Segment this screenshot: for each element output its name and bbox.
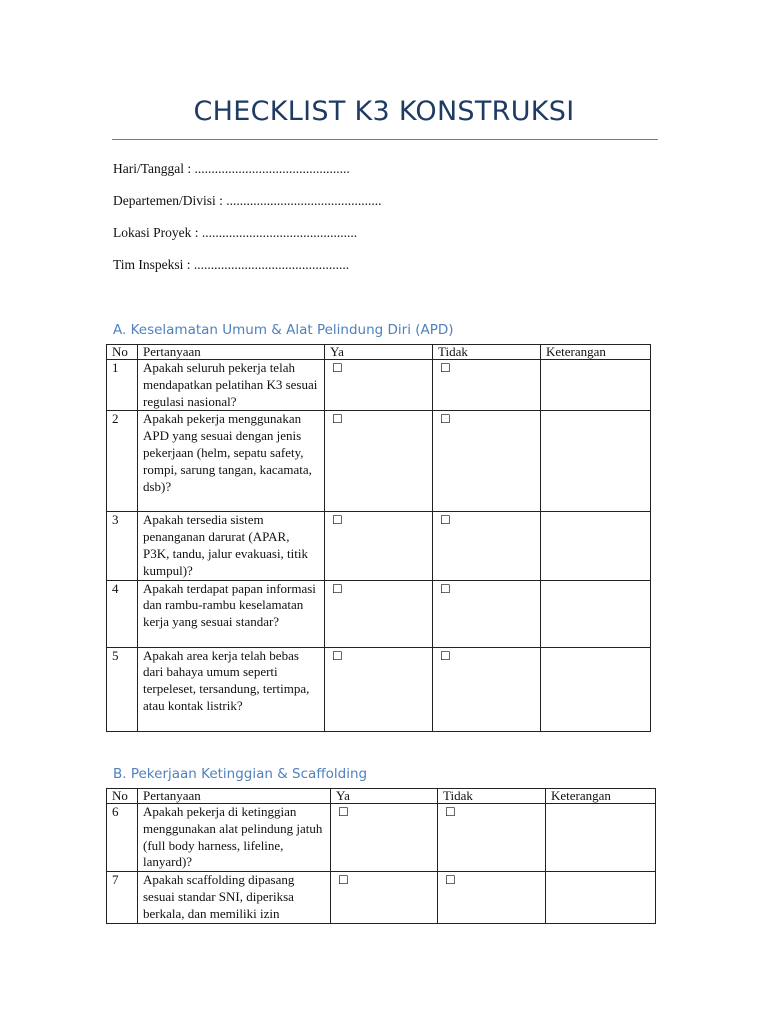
yes-checkbox[interactable]: ☐ [338, 873, 349, 888]
header-question: Pertanyaan [138, 345, 325, 360]
no-checkbox[interactable]: ☐ [440, 513, 451, 528]
row-question: Apakah area kerja telah bebas dari bahaya umum seperti terpeleset, tersandung, tertimpa, atau kontak listrik? [138, 647, 325, 731]
header-remarks: Keterangan [541, 345, 651, 360]
table-header-row [107, 789, 656, 804]
row-number: 1 [107, 360, 138, 411]
header-yes: Ya [331, 789, 438, 804]
header-no-answer: Tidak [433, 345, 541, 360]
section-a-title: A. Keselamatan Umum & Alat Pelindung Diri (APD) [113, 322, 454, 338]
remarks-cell[interactable] [541, 411, 651, 512]
section-a-table [106, 344, 651, 732]
remarks-cell[interactable] [541, 360, 651, 411]
row-question: Apakah pekerja menggunakan APD yang sesuai dengan jenis pekerjaan (helm, sepatu safety, rompi, sarung tangan, kacamata, dsb)? [138, 411, 325, 512]
yes-checkbox[interactable]: ☐ [332, 412, 343, 427]
remarks-cell[interactable] [541, 512, 651, 580]
no-checkbox[interactable]: ☐ [440, 361, 451, 375]
no-checkbox[interactable]: ☐ [440, 412, 451, 427]
row-question: Apakah pekerja di ketinggian menggunakan alat pelindung jatuh (full body harness, lifeline, lanyard)? [138, 804, 331, 872]
table-header-row [107, 345, 651, 360]
title-divider [112, 139, 658, 140]
department-field[interactable]: Departemen/Divisi : .............................................. [113, 193, 382, 208]
table-row [107, 872, 656, 923]
row-number: 3 [107, 512, 138, 580]
header-no: No [107, 789, 138, 804]
header-no: No [107, 345, 138, 360]
location-field[interactable]: Lokasi Proyek : .............................................. [113, 225, 358, 240]
table-row [107, 647, 651, 731]
row-question: Apakah scaffolding dipasang sesuai standar SNI, diperiksa berkala, dan memiliki izin [138, 872, 331, 923]
row-question: Apakah seluruh pekerja telah mendapatkan pelatihan K3 sesuai regulasi nasional? [138, 360, 325, 411]
remarks-cell[interactable] [541, 647, 651, 731]
yes-checkbox[interactable]: ☐ [338, 805, 349, 819]
team-field[interactable]: Tim Inspeksi : .............................................. [113, 257, 350, 272]
no-checkbox[interactable]: ☐ [440, 581, 451, 596]
yes-checkbox[interactable]: ☐ [332, 648, 343, 663]
row-question: Apakah tersedia sistem penanganan darurat (APAR, P3K, tandu, jalur evakuasi, titik kumpul)? [138, 512, 325, 580]
header-no-answer: Tidak [438, 789, 546, 804]
row-number: 5 [107, 647, 138, 731]
no-checkbox[interactable]: ☐ [440, 648, 451, 663]
table-row [107, 411, 651, 512]
table-row [107, 512, 651, 580]
no-checkbox[interactable]: ☐ [445, 873, 456, 888]
table-row [107, 804, 656, 872]
table-row [107, 580, 651, 647]
header-yes: Ya [325, 345, 433, 360]
page-title: CHECKLIST K3 KONSTRUKSI [193, 96, 575, 127]
row-number: 7 [107, 872, 138, 923]
table-row [107, 360, 651, 411]
row-number: 4 [107, 580, 138, 647]
header-remarks: Keterangan [546, 789, 656, 804]
row-question: Apakah terdapat papan informasi dan rambu-rambu keselamatan kerja yang sesuai standar? [138, 580, 325, 647]
remarks-cell[interactable] [546, 872, 656, 923]
section-b-table [106, 788, 656, 924]
section-b-title: B. Pekerjaan Ketinggian & Scaffolding [113, 766, 368, 782]
yes-checkbox[interactable]: ☐ [332, 361, 343, 375]
remarks-cell[interactable] [541, 580, 651, 647]
remarks-cell[interactable] [546, 804, 656, 872]
yes-checkbox[interactable]: ☐ [332, 513, 343, 528]
date-field[interactable]: Hari/Tanggal : .............................................. [113, 161, 350, 176]
header-question: Pertanyaan [138, 789, 331, 804]
yes-checkbox[interactable]: ☐ [332, 581, 343, 596]
row-number: 2 [107, 411, 138, 512]
row-number: 6 [107, 804, 138, 872]
no-checkbox[interactable]: ☐ [445, 805, 456, 819]
